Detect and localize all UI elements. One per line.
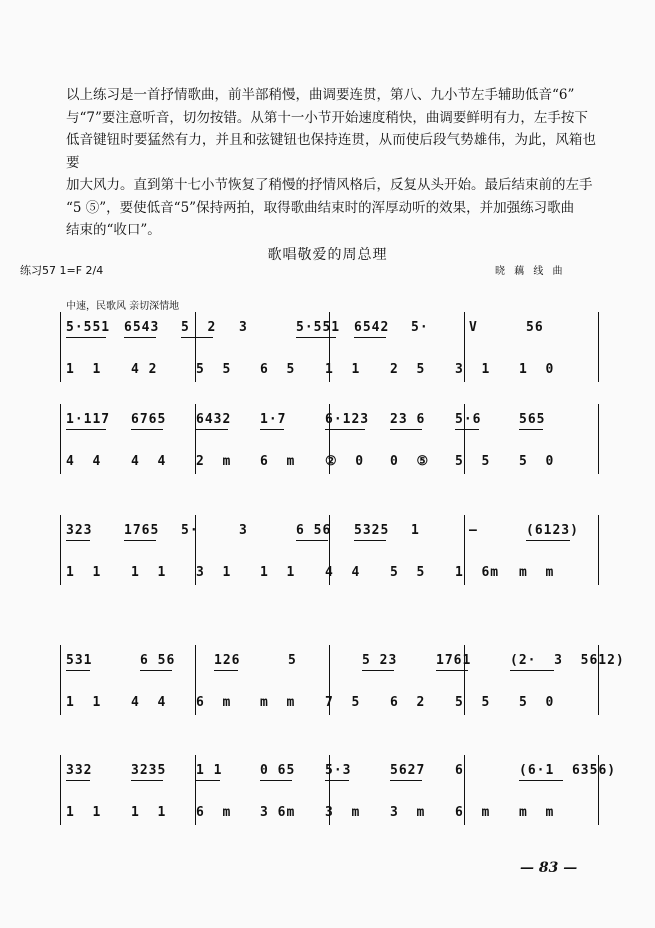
upper-note-group: 6432: [196, 412, 232, 427]
note-beam: [124, 337, 156, 338]
lower-accompaniment-group: 5 0: [519, 454, 555, 469]
upper-note-group: 56: [526, 320, 544, 335]
lower-accompaniment-group: 2 5: [390, 362, 426, 377]
note-beam: [66, 780, 90, 781]
note-beam: [131, 780, 163, 781]
exercise-key-signature: 练习57 1=F 2/4: [20, 264, 104, 277]
note-beam: [196, 429, 228, 430]
note-beam: [260, 429, 284, 430]
upper-note-group: 5·6: [455, 412, 482, 427]
note-beam: [196, 780, 220, 781]
upper-note-group: 5·: [181, 523, 199, 538]
note-beam: [131, 429, 163, 430]
note-beam: [214, 670, 238, 671]
lower-accompaniment-group: 1 0: [519, 362, 555, 377]
lower-accompaniment-group: 5 5: [455, 454, 491, 469]
note-beam: [124, 540, 156, 541]
upper-note-group: —: [469, 523, 478, 538]
note-beam: [519, 780, 563, 781]
lower-accompaniment-group: 4 4: [131, 695, 167, 710]
note-beam: [296, 540, 328, 541]
paragraph-line: “5 ⑤”，要使低音“5”保持两拍，取得歌曲结束时的浑厚动听的效果，并加强练习歌曲: [66, 199, 575, 216]
barline: [598, 404, 599, 474]
note-beam: [325, 429, 365, 430]
upper-note-group: 1765: [124, 523, 160, 538]
system-bracket: [60, 312, 61, 382]
upper-note-group: 3235: [131, 763, 167, 778]
note-beam: [436, 670, 468, 671]
lower-accompaniment-group: 6 m: [196, 805, 232, 820]
barline: [598, 515, 599, 585]
note-beam: [260, 780, 292, 781]
paragraph-line: 结束的“收口”。: [66, 222, 161, 238]
lower-accompaniment-group: 3 1: [196, 565, 232, 580]
note-beam: [181, 337, 213, 338]
note-beam: [390, 780, 422, 781]
lower-accompaniment-group: 5 5: [196, 362, 232, 377]
lower-accompaniment-group: 6 m: [260, 454, 296, 469]
upper-note-group: 1 1: [196, 763, 223, 778]
note-beam: [66, 429, 106, 430]
lower-accompaniment-group: m m: [260, 695, 296, 710]
note-beam: [362, 670, 394, 671]
lower-accompaniment-group: 3 m: [390, 805, 426, 820]
upper-note-group: 6765: [131, 412, 167, 427]
upper-note-group: 126: [214, 653, 241, 668]
upper-note-group: 23 6: [390, 412, 426, 427]
lower-accompaniment-group: 0 ⑤: [390, 454, 430, 469]
upper-note-group: 565: [519, 412, 546, 427]
lower-accompaniment-group: m m: [519, 805, 555, 820]
upper-note-group: 6: [455, 763, 464, 778]
upper-note-group: 5: [288, 653, 297, 668]
lower-accompaniment-group: 4 4: [325, 565, 361, 580]
upper-note-group: 531: [66, 653, 93, 668]
paragraph-line: 加大风力。直到第十七小节恢复了稍慢的抒情风格后，反复从头开始。最后结束前的左手: [66, 177, 593, 193]
lower-accompaniment-group: 1 1: [66, 695, 102, 710]
lower-accompaniment-group: 3 1: [455, 362, 491, 377]
lower-accompaniment-group: 1 1: [325, 362, 361, 377]
upper-note-group: 5·551: [66, 320, 111, 335]
upper-note-group: 5·551: [296, 320, 341, 335]
upper-note-group: (6·1 6356): [519, 763, 617, 778]
explanation-paragraph: [66, 84, 596, 242]
lower-accompaniment-group: 6 5: [260, 362, 296, 377]
lower-accompaniment-group: 5 5: [390, 565, 426, 580]
upper-note-group: 1761: [436, 653, 472, 668]
upper-note-group: (6123): [526, 523, 579, 538]
paragraph-line: 低音键钮时要猛然有力，并且和弦键钮也保持连贯，从而使后段气势雄伟，为此，风箱也要: [66, 132, 596, 171]
upper-note-group: 6 56: [296, 523, 332, 538]
upper-note-group: 0 65: [260, 763, 296, 778]
lower-accompaniment-group: 4 2: [131, 362, 158, 377]
upper-note-group: 3: [239, 523, 248, 538]
note-beam: [526, 540, 570, 541]
lower-accompaniment-group: 5 0: [519, 695, 555, 710]
note-beam: [66, 337, 106, 338]
upper-note-group: 1: [411, 523, 420, 538]
lower-accompaniment-group: 1 1: [66, 805, 102, 820]
lower-accompaniment-group: 1 6m: [455, 565, 500, 580]
barline: [598, 312, 599, 382]
upper-note-group: (2· 3 5612): [510, 653, 625, 668]
note-beam: [354, 540, 386, 541]
lower-accompaniment-group: 6 m: [196, 695, 232, 710]
upper-note-group: 5627: [390, 763, 426, 778]
upper-note-group: 5325: [354, 523, 390, 538]
upper-note-group: 5 23: [362, 653, 398, 668]
system-bracket: [60, 404, 61, 474]
lower-accompaniment-group: 5 5: [455, 695, 491, 710]
upper-note-group: 5·: [411, 320, 429, 335]
note-beam: [66, 540, 90, 541]
upper-note-group: V: [469, 320, 478, 335]
lower-accompaniment-group: 6 2: [390, 695, 426, 710]
lower-accompaniment-group: 1 1: [131, 565, 167, 580]
note-beam: [66, 670, 90, 671]
lower-accompaniment-group: 6 m: [455, 805, 491, 820]
paragraph-line: 与“7”要注意听音，切勿按错。从第十一小节开始速度稍快，曲调要鲜明有力，左手按下: [66, 109, 588, 126]
lower-accompaniment-group: 3 6m: [260, 805, 296, 820]
note-beam: [325, 780, 349, 781]
lower-accompaniment-group: ② 0: [325, 454, 365, 469]
tempo-marking: 中速，民歌风 亲切深情地: [66, 301, 180, 312]
upper-note-group: 1·7: [260, 412, 287, 427]
note-beam: [510, 670, 554, 671]
note-beam: [455, 429, 479, 430]
lower-accompaniment-group: 1 1: [260, 565, 296, 580]
lower-accompaniment-group: 4 4: [131, 454, 167, 469]
upper-note-group: 3: [239, 320, 248, 335]
upper-note-group: 5·3: [325, 763, 352, 778]
system-bracket: [60, 515, 61, 585]
system-bracket: [60, 645, 61, 715]
upper-note-group: 6542: [354, 320, 390, 335]
lower-accompaniment-group: 1 1: [131, 805, 167, 820]
song-title: 歌唱敬爱的周总理: [267, 247, 388, 263]
page-number: — 83 —: [520, 860, 578, 876]
note-beam: [519, 429, 543, 430]
upper-note-group: 6·123: [325, 412, 370, 427]
lower-accompaniment-group: 1 1: [66, 565, 102, 580]
paragraph-line: 以上练习是一首抒情歌曲，前半部稍慢，曲调要连贯，第八、九小节左手辅助低音“6”: [66, 87, 575, 103]
note-beam: [140, 670, 172, 671]
upper-note-group: 6 56: [140, 653, 176, 668]
lower-accompaniment-group: 3 m: [325, 805, 361, 820]
upper-note-group: 5 2: [181, 320, 217, 335]
lower-accompaniment-group: 7 5: [325, 695, 361, 710]
composer-credit: 晓 藕 线 曲: [495, 266, 566, 277]
upper-note-group: 6543: [124, 320, 160, 335]
upper-note-group: 332: [66, 763, 93, 778]
lower-accompaniment-group: 1 1: [66, 362, 102, 377]
lower-accompaniment-group: 2 m: [196, 454, 232, 469]
system-bracket: [60, 755, 61, 825]
note-beam: [390, 429, 422, 430]
upper-note-group: 1·117: [66, 412, 111, 427]
lower-accompaniment-group: m m: [519, 565, 555, 580]
lower-accompaniment-group: 4 4: [66, 454, 102, 469]
upper-note-group: 323: [66, 523, 93, 538]
note-beam: [354, 337, 386, 338]
note-beam: [296, 337, 336, 338]
